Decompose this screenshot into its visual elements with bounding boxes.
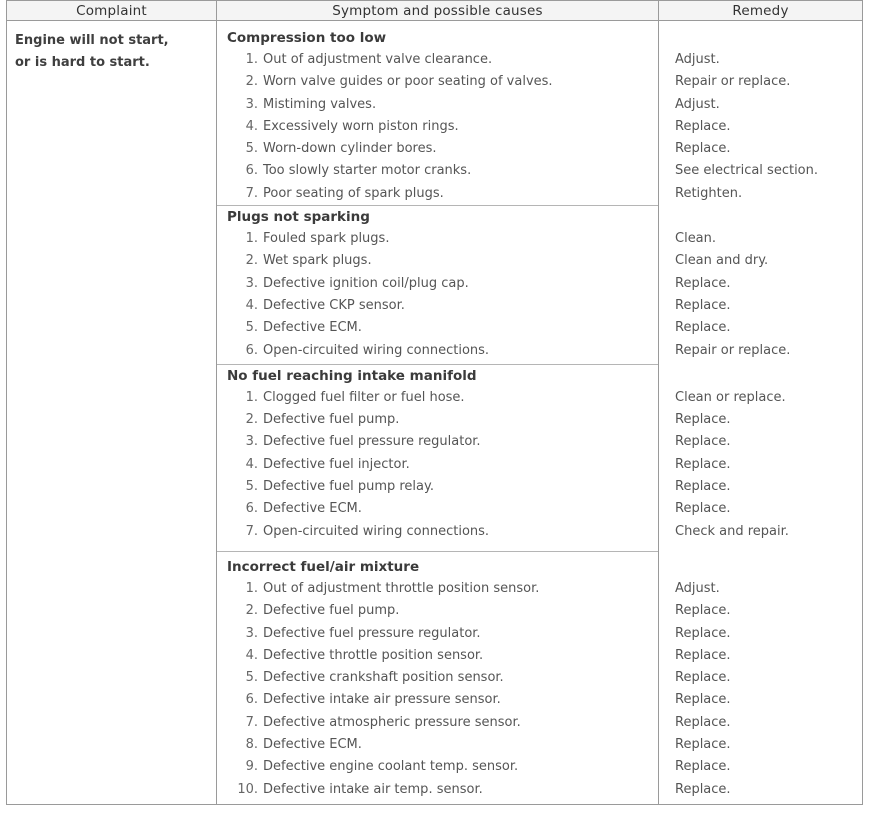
cause-text: Defective ECM. — [263, 320, 362, 336]
cause-item — [217, 623, 658, 645]
cause-item — [217, 94, 658, 116]
remedy-text: Replace. — [675, 692, 731, 708]
cause-text: Open-circuited wiring connections. — [263, 342, 490, 358]
remedy-cell — [659, 21, 863, 805]
cause-text: Defective throttle position sensor. — [263, 647, 484, 663]
cause-item — [217, 578, 658, 600]
remedy-text: Adjust. — [675, 580, 720, 596]
cause-text: Defective ignition coil/plug cap. — [263, 275, 469, 291]
header-symptom: Symptom and possible causes — [217, 1, 659, 21]
cause-text: Defective intake air temp. sensor. — [263, 781, 483, 797]
cause-text: Defective fuel pump. — [263, 412, 400, 428]
cause-text: Poor seating of spark plugs. — [263, 185, 444, 201]
group-title: Plugs not sparking — [227, 209, 370, 226]
cause-number: 3. — [245, 625, 258, 641]
cause-item — [217, 689, 658, 711]
cause-number: 6. — [245, 163, 258, 179]
cause-text: Out of adjustment valve clearance. — [263, 52, 493, 67]
cause-number: 1. — [245, 580, 258, 596]
cause-item — [217, 409, 658, 431]
cause-item — [217, 498, 658, 520]
cause-number: 5. — [245, 141, 258, 157]
cause-item — [217, 387, 658, 409]
symptom-group — [217, 206, 658, 365]
cause-item — [217, 521, 658, 543]
cause-text: Fouled spark plugs. — [263, 231, 390, 247]
cause-number: 10. — [237, 781, 258, 797]
cause-text: Out of adjustment throttle position sensor. — [263, 580, 540, 596]
remedy-text: Adjust. — [675, 96, 720, 112]
remedy-text: Replace. — [675, 647, 731, 663]
cause-text: Defective ECM. — [263, 501, 362, 517]
remedy-text: Replace. — [675, 434, 731, 450]
symptom-group — [217, 365, 658, 552]
remedy-text: Clean or replace. — [675, 389, 786, 405]
cause-text: Defective engine coolant temp. sensor. — [263, 759, 519, 775]
troubleshooting-table — [6, 0, 863, 805]
cause-item — [217, 160, 658, 182]
remedy-text: Replace. — [675, 501, 731, 517]
cause-number: 2. — [245, 253, 258, 269]
header-complaint: Complaint — [7, 1, 217, 21]
cause-item — [217, 712, 658, 734]
remedy-spacer — [659, 206, 862, 228]
cause-item — [217, 183, 658, 205]
table-row — [7, 21, 863, 805]
symptom-group — [217, 21, 658, 206]
cause-number: 3. — [245, 275, 258, 291]
remedy-spacer — [659, 27, 862, 49]
symptom-group — [217, 552, 658, 803]
cause-item — [217, 600, 658, 622]
cause-text: Defective ECM. — [263, 737, 362, 753]
remedy-text: Replace. — [675, 412, 731, 428]
cause-text: Defective fuel pump. — [263, 603, 400, 619]
cause-text: Defective fuel pressure regulator. — [263, 434, 481, 450]
remedy-text: Replace. — [675, 479, 731, 495]
remedy-group — [659, 21, 862, 206]
remedy-text: Replace. — [675, 297, 731, 313]
remedy-text: Replace. — [675, 603, 731, 619]
remedy-text: Replace. — [675, 320, 731, 336]
cause-number: 3. — [245, 434, 258, 450]
cause-text: Worn-down cylinder bores. — [263, 141, 437, 157]
remedy-text: Clean. — [675, 231, 717, 247]
cause-item — [217, 476, 658, 498]
troubleshooting-page — [6, 0, 862, 818]
cause-number: 5. — [245, 320, 258, 336]
remedy-text: Replace. — [675, 759, 731, 775]
cause-item — [217, 49, 658, 71]
cause-number: 1. — [245, 389, 258, 405]
cause-number: 2. — [245, 74, 258, 90]
cause-text: Defective fuel pump relay. — [263, 479, 434, 495]
remedy-text: Replace. — [675, 141, 731, 157]
cause-number: 5. — [245, 479, 258, 495]
cause-item — [217, 71, 658, 93]
cause-number: 4. — [245, 297, 258, 313]
cause-text: Defective atmospheric pressure sensor. — [263, 714, 521, 730]
group-title: No fuel reaching intake manifold — [227, 367, 477, 384]
cause-text: Excessively worn piston rings. — [263, 118, 459, 134]
remedy-group — [659, 206, 862, 365]
cause-number: 5. — [245, 670, 258, 686]
cause-item — [217, 756, 658, 778]
group-title: Compression too low — [227, 30, 387, 46]
complaint-line-2: or is hard to start. — [15, 55, 150, 70]
remedy-spacer — [659, 556, 862, 578]
cause-number: 8. — [245, 737, 258, 753]
header-remedy: Remedy — [659, 1, 863, 21]
remedy-text: Replace. — [675, 118, 731, 134]
group-title: Incorrect fuel/air mixture — [227, 558, 420, 575]
cause-number: 6. — [245, 692, 258, 708]
remedy-group — [659, 552, 862, 804]
cause-item — [217, 295, 658, 317]
cause-number: 1. — [245, 231, 258, 247]
cause-item — [217, 228, 658, 250]
cause-text: Mistiming valves. — [263, 96, 377, 112]
remedy-text: Replace. — [675, 625, 731, 641]
cause-number: 1. — [245, 52, 258, 67]
remedy-text: Replace. — [675, 456, 731, 472]
cause-text: Worn valve guides or poor seating of valves. — [263, 74, 553, 90]
remedy-text: Retighten. — [675, 185, 743, 201]
complaint-cell — [7, 21, 217, 805]
remedy-text: Replace. — [675, 781, 731, 797]
cause-item — [217, 340, 658, 362]
cause-number: 2. — [245, 412, 258, 428]
cause-item — [217, 138, 658, 160]
cause-item — [217, 116, 658, 138]
cause-text: Defective fuel injector. — [263, 456, 410, 472]
cause-number: 6. — [245, 501, 258, 517]
cause-number: 6. — [245, 342, 258, 358]
remedy-text: Repair or replace. — [675, 342, 791, 358]
remedy-spacer — [659, 365, 862, 387]
cause-item — [217, 645, 658, 667]
cause-text: Defective fuel pressure regulator. — [263, 625, 481, 641]
remedy-group — [659, 365, 862, 552]
cause-text: Open-circuited wiring connections. — [263, 523, 490, 539]
cause-text: Wet spark plugs. — [263, 253, 372, 269]
symptom-cell — [217, 21, 659, 805]
cause-item — [217, 317, 658, 339]
cause-text: Defective CKP sensor. — [263, 297, 405, 313]
remedy-text: Replace. — [675, 275, 731, 291]
cause-number: 3. — [245, 96, 258, 112]
remedy-text: Clean and dry. — [675, 253, 769, 269]
cause-number: 7. — [245, 523, 258, 539]
cause-number: 4. — [245, 456, 258, 472]
remedy-text: Repair or replace. — [675, 74, 791, 90]
cause-number: 7. — [245, 185, 258, 201]
remedy-text: Check and repair. — [675, 523, 789, 539]
cause-number: 9. — [245, 759, 258, 775]
cause-item — [217, 250, 658, 272]
remedy-text: Replace. — [675, 670, 731, 686]
remedy-text: Replace. — [675, 737, 731, 753]
cause-number: 7. — [245, 714, 258, 730]
cause-item — [217, 779, 658, 801]
cause-number: 4. — [245, 118, 258, 134]
complaint-line-1: Engine will not start, — [15, 33, 169, 48]
cause-text: Defective intake air pressure sensor. — [263, 692, 501, 708]
cause-item — [217, 273, 658, 295]
remedy-text: See electrical section. — [675, 163, 818, 179]
cause-item — [217, 454, 658, 476]
cause-text: Too slowly starter motor cranks. — [263, 163, 472, 179]
cause-item — [217, 667, 658, 689]
cause-number: 2. — [245, 603, 258, 619]
remedy-text: Replace. — [675, 714, 731, 730]
cause-number: 4. — [245, 647, 258, 663]
cause-item — [217, 734, 658, 756]
cause-item — [217, 431, 658, 453]
cause-text: Clogged fuel filter or fuel hose. — [263, 389, 465, 405]
remedy-text: Adjust. — [675, 52, 720, 67]
cause-text: Defective crankshaft position sensor. — [263, 670, 504, 686]
header-row — [7, 1, 863, 21]
